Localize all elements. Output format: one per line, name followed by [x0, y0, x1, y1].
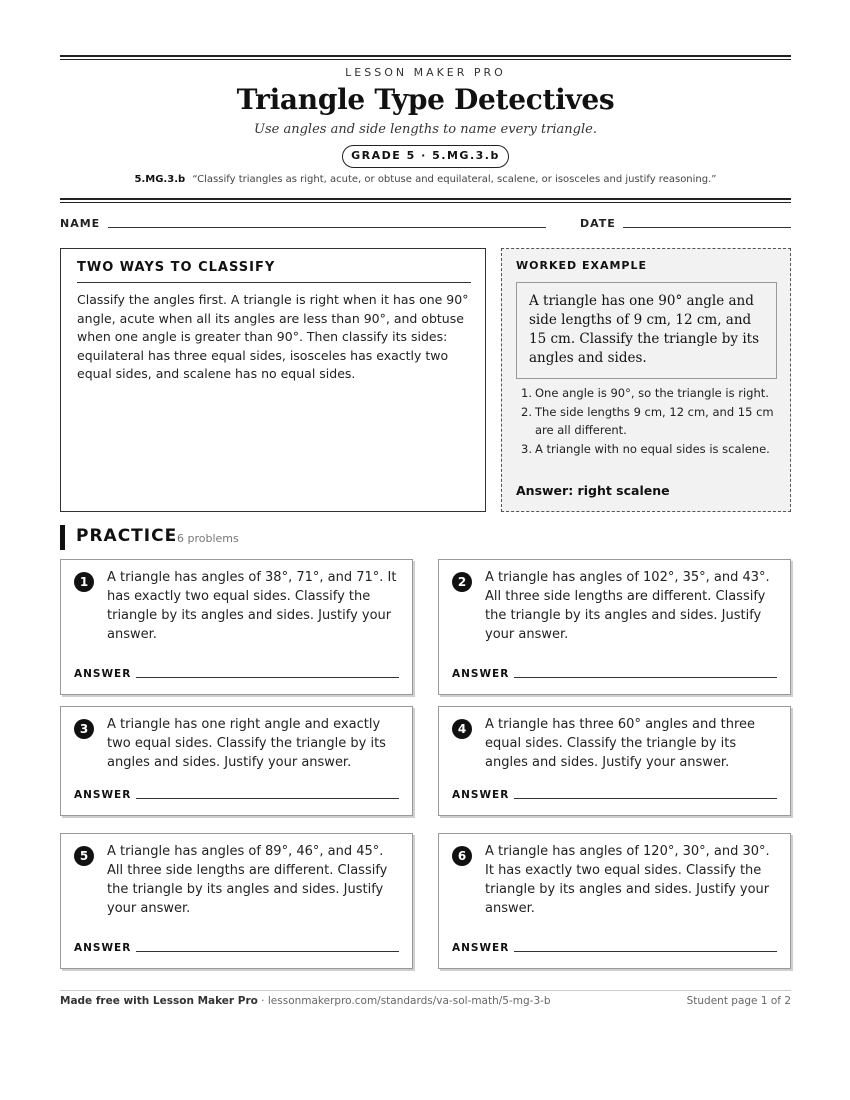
answer-field[interactable] [136, 677, 399, 678]
problem-number: 2 [452, 572, 472, 592]
footer-rule [60, 990, 791, 991]
worked-example-label: WORKED EXAMPLE [516, 259, 647, 272]
classify-text: Classify the angles first. A triangle is right when it has one 90° angle, acute when all its angles are less than 90°, and obtuse when one angle is greater than 90°. Then classify its sides: equilateral has three equal sides, isosceles has exactly two equal sides, and scalene has no equal sides. [77, 292, 469, 381]
problem-card-3 [60, 706, 413, 816]
footer-credit [60, 995, 551, 1007]
answer-field[interactable] [514, 951, 777, 952]
answer-label: ANSWER [452, 668, 510, 680]
step-number: 3. [521, 442, 532, 456]
answer-label: ANSWER [74, 789, 132, 801]
classify-title: TWO WAYS TO CLASSIFY [77, 260, 471, 283]
brand-name: LESSON MAKER PRO [345, 66, 506, 79]
worked-step [516, 440, 784, 458]
problem-prompt: A triangle has angles of 120°, 30°, and 30°. It has exactly two equal sides. Classify the triangle by its angles and sides. Justify your answer. [485, 844, 770, 916]
problem-number: 3 [74, 719, 94, 739]
answer-field[interactable] [136, 951, 399, 952]
answer-field[interactable] [136, 798, 399, 799]
worked-example-problem: A triangle has one 90° angle and side lengths of 9 cm, 12 cm, and 15 cm. Classify the triangle by its angles and sides. [516, 282, 777, 379]
grade-badge: GRADE 5 · 5.MG.3.b [342, 145, 509, 168]
header-bottom-rule [60, 198, 791, 203]
practice-count: 6 problems [177, 532, 239, 545]
name-label: NAME [60, 217, 101, 230]
standard-text: “Classify triangles as right, acute, or obtuse and equilateral, scalene, or isosceles and justify reasoning.” [192, 174, 717, 185]
problem-card-6 [438, 833, 791, 969]
problem-prompt: A triangle has angles of 102°, 35°, and 43°. All three side lengths are different. Classify the triangle by its angles and sides. Justify your answer. [485, 570, 770, 642]
practice-title: PRACTICE [76, 526, 178, 546]
problem-prompt: A triangle has one right angle and exactly two equal sides. Classify the triangle by its angles and sides. Justify your answer. [107, 717, 386, 770]
date-label: DATE [580, 217, 616, 230]
answer-label: ANSWER [74, 668, 132, 680]
worked-example-answer: Answer: right scalene [516, 483, 670, 498]
problem-prompt: A triangle has angles of 38°, 71°, and 71°. It has exactly two equal sides. Classify the triangle by its angles and sides. Justify your answer. [107, 570, 397, 642]
problem-prompt: A triangle has angles of 89°, 46°, and 45°. All three side lengths are different. Classify the triangle by its angles and sides. Justify your answer. [107, 844, 388, 916]
standard-code: 5.MG.3.b [134, 174, 186, 185]
answer-label: ANSWER [452, 789, 510, 801]
answer-field[interactable] [514, 677, 777, 678]
worked-example-panel [501, 248, 791, 512]
problem-prompt: A triangle has three 60° angles and three equal sides. Classify the triangle by its angles and sides. Justify your answer. [485, 717, 756, 770]
footer-page-number: Student page 1 of 2 [686, 995, 791, 1007]
standard-statement [60, 174, 791, 185]
step-number: 1. [521, 386, 532, 400]
step-text: A triangle with no equal sides is scalene. [535, 442, 770, 456]
name-field[interactable] [108, 227, 546, 228]
answer-label: ANSWER [74, 942, 132, 954]
worksheet-page [60, 0, 791, 1100]
page-subtitle: Use angles and side lengths to name every triangle. [254, 122, 597, 137]
problem-number: 6 [452, 846, 472, 866]
step-text: The side lengths 9 cm, 12 cm, and 15 cm are all different. [535, 405, 774, 437]
worked-example-steps [516, 384, 784, 459]
header-top-rule [60, 55, 791, 60]
classify-panel [60, 248, 486, 512]
problem-number: 1 [74, 572, 94, 592]
worked-step [516, 403, 784, 439]
page-title: Triangle Type Detectives [236, 83, 615, 116]
practice-accent-bar [60, 525, 65, 550]
footer-url[interactable]: · lessonmakerpro.com/standards/va-sol-math/5-mg-3-b [257, 995, 551, 1007]
problem-card-4 [438, 706, 791, 816]
problem-number: 4 [452, 719, 472, 739]
date-field[interactable] [623, 227, 791, 228]
answer-field[interactable] [514, 798, 777, 799]
worked-step [516, 384, 784, 402]
answer-label: ANSWER [452, 942, 510, 954]
step-text: One angle is 90°, so the triangle is right. [535, 386, 769, 400]
problem-card-1 [60, 559, 413, 695]
footer-made-with: Made free with Lesson Maker Pro [60, 995, 258, 1007]
problem-card-2 [438, 559, 791, 695]
problem-card-5 [60, 833, 413, 969]
problem-number: 5 [74, 846, 94, 866]
step-number: 2. [521, 405, 532, 419]
